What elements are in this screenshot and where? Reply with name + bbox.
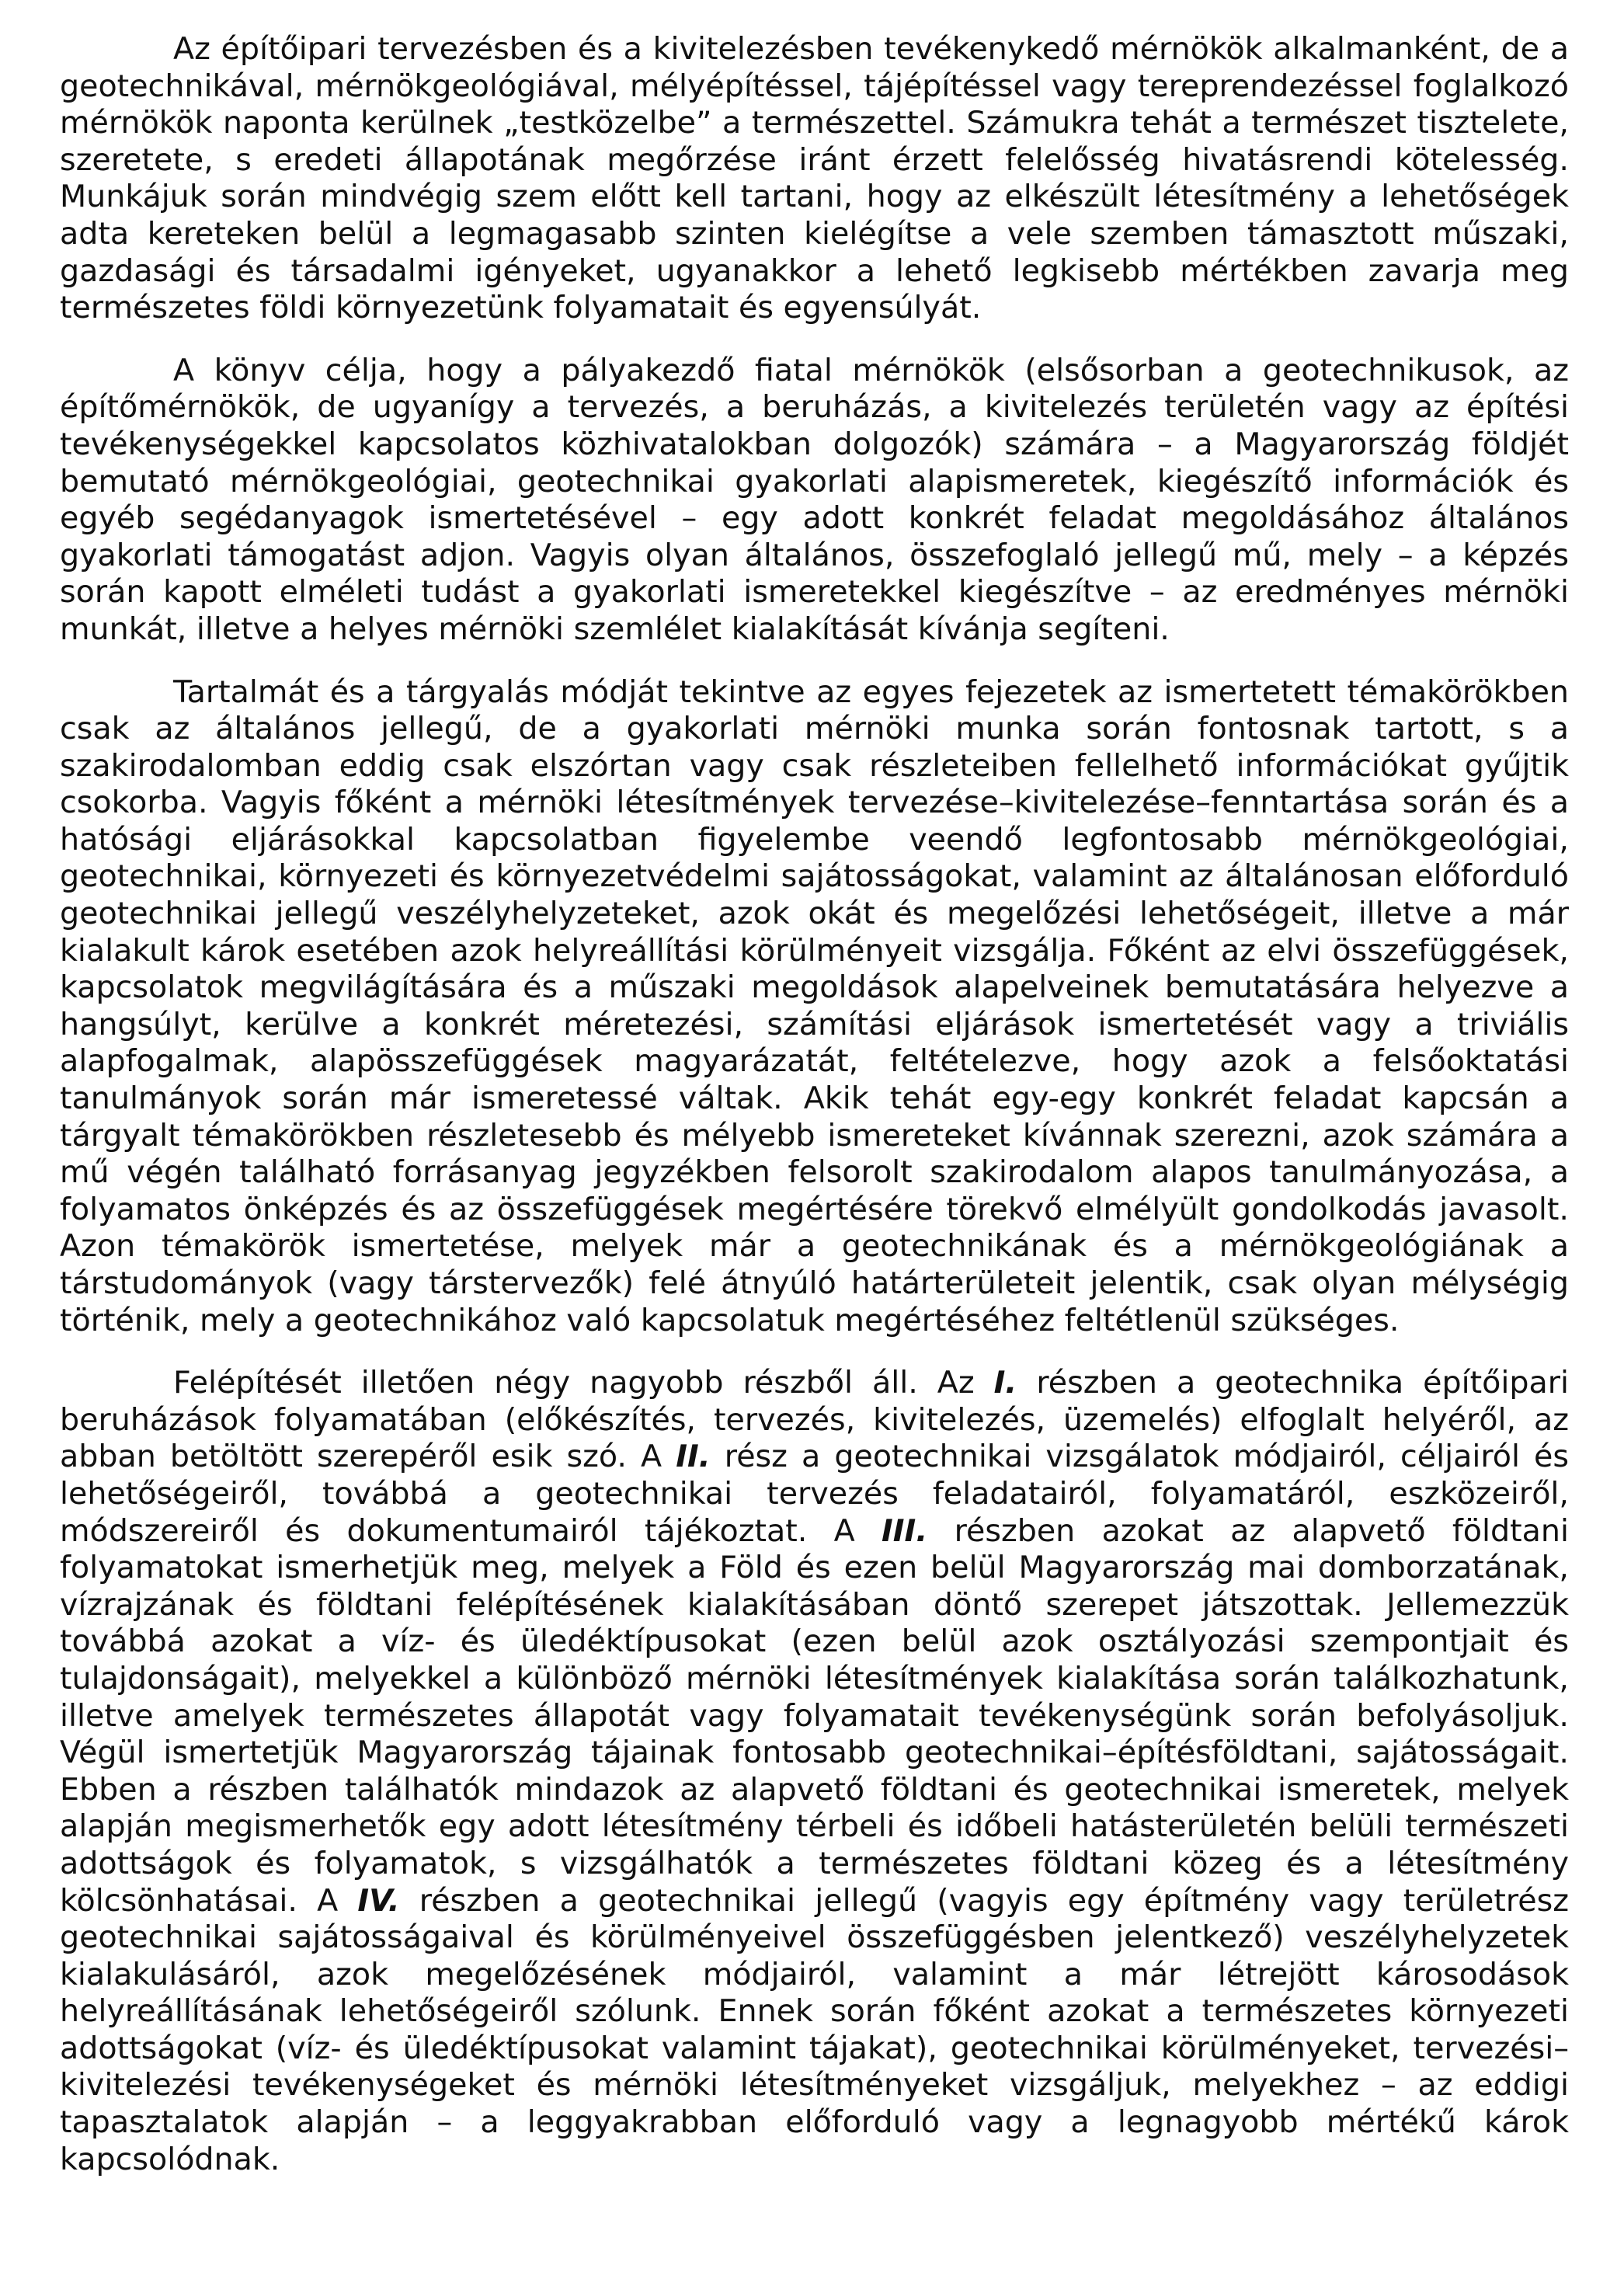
paragraph-structure-text: rész a geotechnikai vizsgálatok módjairól, céljairól és lehetőségeiről, továbbá a geotechnikai tervezés feladatairól, folyamatáról, eszközeiről, módszereiről és dokumentumairól tájékoztat. A	[60, 1439, 1569, 1549]
document-page	[60, 31, 1569, 2178]
paragraph-structure-text: részben a geotechnika építőipari beruházások folyamatában (előkészítés, tervezés, kivitelezés, üzemelés) elfoglalt helyéről, az abban betöltött szerepéről esik szó. A	[60, 1365, 1569, 1475]
paragraph-book-purpose: A könyv célja, hogy a pályakezdő fiatal mérnökök (elsősorban a geotechnikusok, az építőmérnökök, de ugyanígy a tervezés, a beruházás, a kivitelezés területén vagy az építési tevékenységekkel kapcsolatos közhivatalokban dolgozók) számára – a Magyarország földjét bemutató mérnökgeológiai, geotechnikai gyakorlati alapismeretek, kiegészítő információk és egyéb segédanyagok ismertetésével – egy adott konkrét feladat megoldásához általános gyakorlati támogatást adjon. Vagyis olyan általános, összefoglaló jellegű mű, mely – a képzés során kapott elméleti tudást a gyakorlati ismeretekkel kiegészítve – az eredményes mérnöki munkát, illetve a helyes mérnöki szemlélet kialakítását kívánja segíteni.	[60, 352, 1569, 647]
paragraph-content-approach: Tartalmát és a tárgyalás módját tekintve az egyes fejezetek az ismertetett témakörökben csak az általános jellegű, de a gyakorlati mérnöki munka során fontosnak tartott, s a szakirodalomban eddig csak elszórtan vagy csak részleteiben fellelhető információkat gyűjtik csokorba. Vagyis főként a mérnöki létesítmények tervezése–kivitelezése–fenntartása során és a hatósági eljárásokkal kapcsolatban figyelembe veendő legfontosabb mérnökgeológiai, geotechnikai, környezeti és környezetvédelmi sajátosságokat, valamint az általánosan előforduló geotechnikai jellegű veszélyhelyzeteket, azok okát és megelőzési lehetőségeit, illetve a már kialakult károk esetében azok helyreállítási körülményeit vizsgálja. Főként az elvi összefüggések, kapcsolatok megvilágítására és a műszaki megoldások alapelveinek bemutatására helyezve a hangsúlyt, kerülve a konkrét méretezési, számítási eljárások ismertetését vagy a triviális alapfogalmak, alapösszefüggések magyarázatát, feltételezve, hogy azok a felsőoktatási tanulmányok során már ismeretessé váltak. Akik tehát egy-egy konkrét feladat kapcsán a tárgyalt témakörökben részletesebb és mélyebb ismereteket kívánnak szerezni, azok számára a mű végén található forrásanyag jegyzékben felsorolt szakirodalom alapos tanulmányozása, a folyamatos önképzés és az összefüggések megértésére törekvő elmélyült gondolkodás javasolt. Azon témakörök ismertetése, melyek már a geotechnikának és a mérnökgeológiának a társtudományok (vagy társtervezők) felé átnyúló határterületeit jelentik, csak olyan mélységig történik, mely a geotechnikához való kapcsolatuk megértéséhez feltétlenül szükséges.	[60, 673, 1569, 1338]
paragraph-intro: Az építőipari tervezésben és a kivitelezésben tevékenykedő mérnökök alkalmanként, de a geotechnikával, mérnökgeológiával, mélyépítéssel, tájépítéssel vagy tereprendezéssel foglalkozó mérnökök naponta kerülnek „testközelbe” a természettel. Számukra tehát a természet tisztelete, szeretete, s eredeti állapotának megőrzése iránt érzett felelősség hivatásrendi kötelesség. Munkájuk során mindvégig szem előtt kell tartani, hogy az elkészült létesítmény a lehetőségek adta kereteken belül a legmagasabb szinten kielégítse a vele szemben támasztott műszaki, gazdasági és társadalmi igényeket, ugyanakkor a lehető legkisebb mértékben zavarja meg természetes földi környezetünk folyamatait és egyensúlyát.	[60, 31, 1569, 326]
part-numeral-ii: II.	[676, 1439, 711, 1475]
paragraph-structure	[60, 1365, 1569, 2178]
paragraph-structure-text: Felépítését illetően négy nagyobb részből áll. Az	[173, 1365, 994, 1401]
part-numeral-iv: IV.	[357, 1882, 400, 1919]
paragraph-structure-text: részben azokat az alapvető földtani folyamatokat ismerhetjük meg, melyek a Föld és ezen belül Magyarország mai domborzatának, vízrajzának és földtani felépítésének kialakításában döntő szerepet játszottak. Jellemezzük továbbá azokat a víz- és üledéktípusokat (ezen belül azok osztályozási szempontjait és tulajdonságait), melyekkel a különböző mérnöki létesítmények kialakítása során találkozhatunk, illetve amelyek természetes állapotát vagy folyamatait tevékenységünk során befolyásoljuk. Végül ismertetjük Magyarország tájainak fontosabb geotechnikai–építésföldtani, sajátosságait. Ebben a részben találhatók mindazok az alapvető földtani és geotechnikai ismeretek, melyek alapján megismerhetők egy adott létesítmény térbeli és időbeli hatásterületén belüli természeti adottságok és folyamatok, s vizsgálhatók a természetes földtani közeg és a létesítmény kölcsönhatásai. A	[60, 1512, 1569, 1919]
paragraph-structure-text: részben a geotechnikai jellegű (vagyis egy építmény vagy területrész geotechnikai sajátosságaival és körülményeivel összefüggésben jelentkező) veszélyhelyzetek kialakulásáról, azok megelőzésének módjairól, valamint a már létrejött károsodások helyreállításának lehetőségeiről szólunk. Ennek során főként azokat a természetes környezeti adottságokat (víz- és üledéktípusokat valamint tájakat), geotechnikai körülményeket, tervezési–kivitelezési tevékenységeket és mérnöki létesítményeket vizsgáljuk, melyekhez – az eddigi tapasztalatok alapján – a leggyakrabban előforduló vagy a legnagyobb mértékű károk kapcsolódnak.	[60, 1882, 1569, 2177]
part-numeral-iii: III.	[882, 1512, 928, 1549]
part-numeral-i: I.	[993, 1365, 1017, 1401]
